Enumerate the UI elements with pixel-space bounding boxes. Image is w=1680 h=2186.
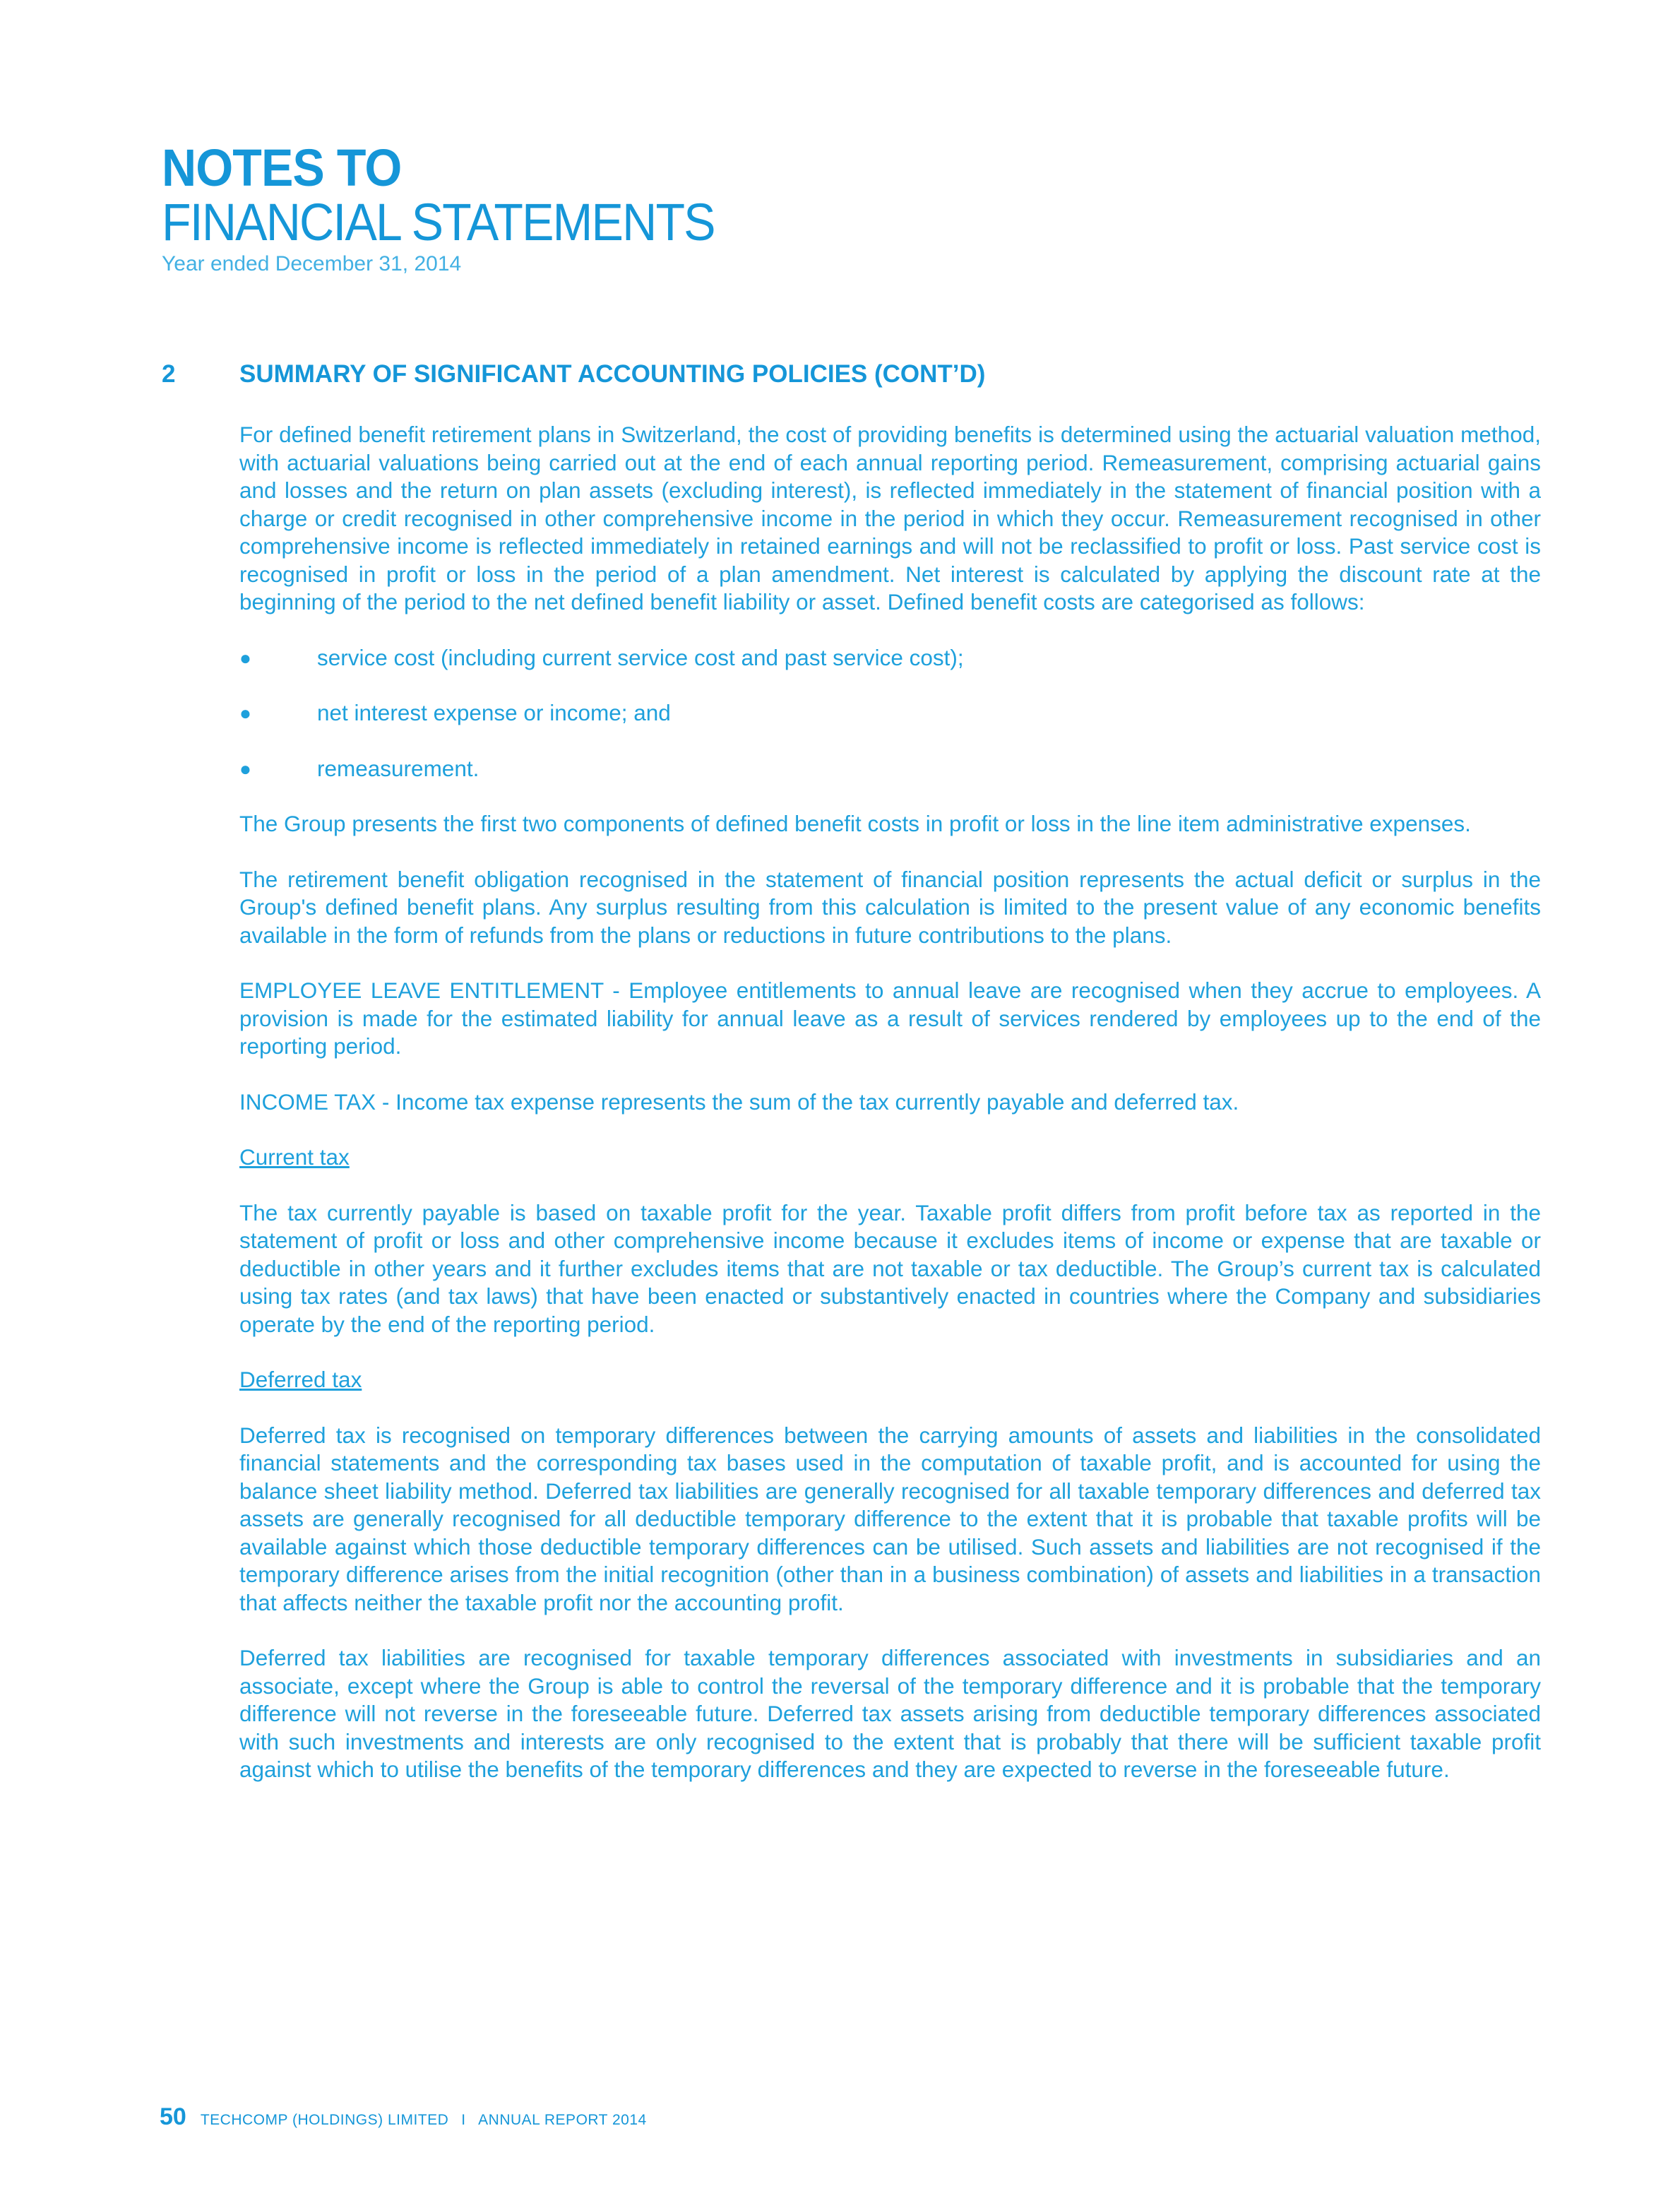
bullet-icon: ● (239, 757, 251, 780)
page-title-light: FINANCIAL STATEMENTS (162, 193, 715, 251)
bullet-icon: ● (239, 646, 251, 669)
list-item (239, 755, 1541, 783)
paragraph-defined-benefit: For defined benefit retirement plans in Switzerland, the cost of providing benefits is determined using the actuarial valuation method, with actuarial valuations being carried out at the end of each annual reporting period. Remeasurement, comprising actuarial gains and losses and the return on plan assets (excluding interest), is reflected immediately in the statement of financial position with a charge or credit recognised in other comprehensive income in the period in which they occur. Remeasurement recognised in other comprehensive income is reflected immediately in retained earnings and will not be reclassified to profit or loss. Past service cost is recognised in profit or loss in the period of a plan amendment. Net interest is calculated by applying the discount rate at the beginning of the period to the net defined benefit liability or asset. Defined benefit costs are categorised as follows: (239, 422, 1541, 614)
paragraph-current-tax: The tax currently payable is based on taxable profit for the year. Taxable profit differs from profit before tax as reported in the statement of profit or loss and other comprehensive income because it excludes items of income or expense that are taxable or deductible in other years and it further excludes items that are not taxable or tax deductible. The Group’s current tax is calculated using tax rates (and tax laws) that have been enacted or substantively enacted in countries where the Company and subsidiaries operate by the end of the reporting period. (239, 1199, 1541, 1337)
page-number: 50 (160, 2103, 186, 2130)
footer-separator: I (461, 2112, 466, 2128)
list-item (239, 699, 1541, 727)
list-item-text: net interest expense or income; and (317, 700, 671, 725)
paragraph-employee-leave: EMPLOYEE LEAVE ENTITLEMENT - Employee entitlements to annual leave are recognised when they accrue to employees. A provision is made for the estimated liability for annual leave as a result of services rendered by employees up to the end of the reporting period. (239, 978, 1541, 1059)
section-heading (162, 359, 985, 390)
document-body (239, 421, 1541, 1812)
footer-company: TECHCOMP (HOLDINGS) LIMITED (200, 2112, 449, 2128)
list-item-text: service cost (including current service cost and past service cost); (317, 644, 964, 670)
footer-report: ANNUAL REPORT 2014 (478, 2112, 647, 2128)
paragraph-deferred-tax: Deferred tax is recognised on temporary differences between the carrying amounts of assets and liabilities in the consolidated financial statements and the corresponding tax bases used in the computation of taxable profit, and is accounted for using the balance sheet liability method. Deferred tax liabilities are generally recognised for all taxable temporary differences and deferred tax assets are generally recognised for all deductible temporary difference to the extent that it is probable that taxable profits will be available against which those deductible temporary differences can be utilised. Such assets and liabilities are not recognised if the temporary difference arises from the initial recognition (other than in a business combination) of assets and liabilities in a transaction that affects neither the taxable profit nor the accounting profit. (239, 1422, 1541, 1615)
page-footer (160, 2103, 647, 2131)
paragraph-deferred-tax-liabilities: Deferred tax liabilities are recognised for taxable temporary differences associated with investments in subsidiaries and an associate, except where the Group is able to control the reversal of the temporary difference and it is probable that the temporary difference will not reverse in the foreseeable future. Deferred tax assets arising from deductible temporary differences associated with such investments and interests are only recognised to the extent that is probably that there will be sufficient taxable profit against which to utilise the benefits of the temporary differences and they are expected to reverse in the foreseeable future. (239, 1645, 1541, 1782)
page-subtitle: Year ended December 31, 2014 (162, 252, 462, 275)
paragraph-income-tax: INCOME TAX - Income tax expense represents the sum of the tax currently payable and deferred tax. (239, 1088, 1239, 1115)
subheading-current-tax: Current tax (239, 1144, 350, 1170)
list-item (239, 644, 1541, 672)
list-item-text: remeasurement. (317, 755, 479, 781)
paragraph-retirement-obligation: The retirement benefit obligation recognised in the statement of financial position represents the actual deficit or surplus in the Group's defined benefit plans. Any surplus resulting from this calculation is limited to the present value of any economic benefits available in the form of refunds from the plans or reductions in future contributions to the plans. (239, 866, 1541, 948)
bullet-icon: ● (239, 702, 251, 724)
page-header (162, 138, 763, 277)
paragraph-group-presents: The Group presents the first two components of defined benefit costs in profit or loss in the line item administrative expenses. (239, 811, 1471, 836)
section-number: 2 (162, 360, 176, 388)
bullet-list (239, 644, 1541, 783)
section-title: SUMMARY OF SIGNIFICANT ACCOUNTING POLICIES (CONT’D) (239, 360, 986, 388)
page-title-bold: NOTES TO (162, 138, 402, 197)
subheading-deferred-tax: Deferred tax (239, 1367, 362, 1392)
